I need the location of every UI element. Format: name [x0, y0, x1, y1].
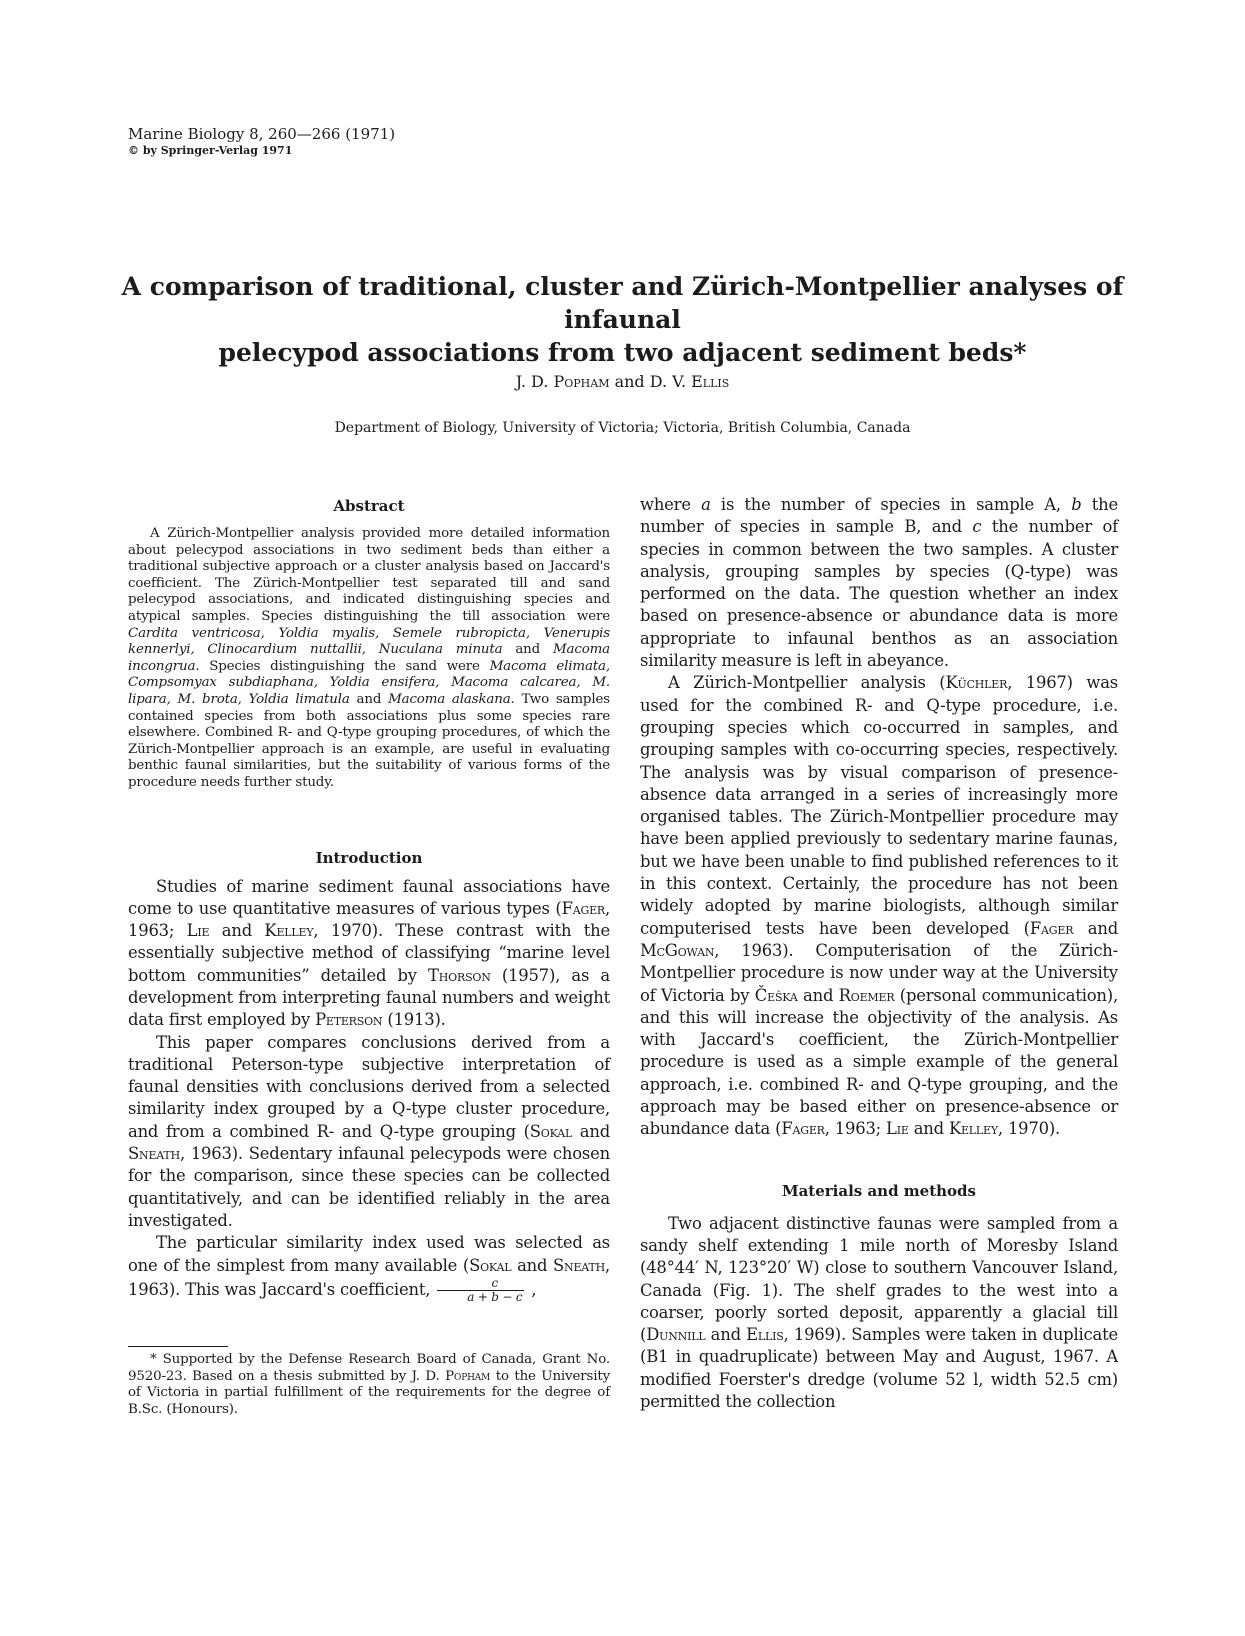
author-2-surname: Ellis: [691, 372, 730, 391]
author-line: [0, 372, 1245, 392]
right-column: [640, 494, 1118, 1413]
introduction-heading: Introduction: [315, 848, 423, 867]
intro-p1-text-e: (1957), as a development from interpreting faunal numbers and weight data first employed by: [128, 965, 611, 1030]
right-p2-text-e: and: [797, 985, 839, 1005]
journal-citation: Marine Biology 8, 260—266 (1971): [128, 125, 396, 143]
author-1-surname: Popham: [553, 372, 610, 391]
abstract-text-5: . Two samples contained species from both associations plus some species rare elsewhere. Combined R- and Q-type grouping procedures, of which the Zürich-Montpellier approach is an example, are useful in evaluating benthic faunal similarities, but the suitability of various forms of the procedure needs further study.: [128, 691, 610, 790]
copyright-line: © by Springer-Verlag 1971: [128, 144, 293, 157]
right-p2-text-b: , 1967) was used for the combined R- and Q-type procedure, i.e. grouping species which co-occurred in samples, and grouping samples with co-occurring species, respectively. The analysis was by visual comparison of presence-absence data arranged in a series of increasingly more organised tables. The Zürich-Montpellier procedure may have been applied previously to sedentary marine faunas, but we have been unable to find published references to it in this context. Certainly, the procedure has not been widely adopted by marine biologists, although similar computerised tests have been developed (: [640, 673, 1118, 938]
journal-header: [128, 124, 395, 158]
cite-fager: Fager: [561, 898, 605, 918]
abstract-text: [128, 526, 610, 792]
cite-kelley-2: Kelley: [948, 1119, 998, 1139]
var-b: b: [1071, 495, 1082, 514]
intro-p3-text-c: , 1963). This was Jaccard's coefficient,: [128, 1255, 610, 1299]
cite-sokal-2: Sokal: [469, 1255, 512, 1275]
footnote-text-b: to the University of Victoria in partial fulfillment of the requirements for the degree of B.Sc. (Honours).: [128, 1368, 610, 1417]
footnote: [128, 1352, 610, 1418]
title-line-1: A comparison of traditional, cluster and Zürich-Montpellier analyses of infaunal: [121, 272, 1124, 334]
till-species: Cardita ventricosa, Yoldia myalis, Semele rubropicta, Venerupis kennerlyi, Clinocardium nuttallii, Nuculana minuta: [128, 625, 610, 658]
intro-p3-text-d: ,: [526, 1279, 537, 1299]
abstract-text-4: and: [349, 691, 389, 707]
abstract-text-3: . Species distinguishing the sand were: [195, 658, 490, 674]
cite-thorson: Thorson: [428, 965, 491, 985]
left-column: [128, 496, 610, 1304]
introduction-section: [128, 848, 610, 1304]
cite-roemer: Roemer: [838, 985, 895, 1005]
cite-dunnill: Dunnill: [646, 1325, 706, 1345]
abstract-text-2: and: [502, 642, 553, 658]
intro-p3-text-b: and: [511, 1255, 554, 1275]
author-1-initials: J. D.: [515, 372, 554, 391]
right-p1-text-b: is the number of species in sample A,: [710, 495, 1072, 514]
cite-sneath-2: Sneath: [553, 1255, 605, 1275]
right-p2-text-d: , 1963). Computerisation of the Zürich-Montpellier procedure is now under way at the University of Victoria by: [640, 940, 1118, 1005]
cite-peterson: Peterson: [315, 1010, 383, 1030]
mat-p1-text-c: , 1969). Samples were taken in duplicate (B1 in quadruplicate) between May and August, 1967. A modified Foerster's dredge (volume 52 l, width 52.5 cm) permitted the collection: [640, 1325, 1118, 1411]
var-c: c: [972, 517, 982, 537]
right-p1-text-c: the number of species in sample B, and: [640, 495, 1118, 537]
abstract-section: [128, 496, 610, 792]
abstract-text-1: A Zürich-Montpellier analysis provided more detailed information about pelecypod associations in two sediment beds than either a traditional subjective approach or a cluster analysis based on Jaccard's coefficient. The Zürich-Montpellier test separated till and sand pelecypod associations, and indicated distinguishing species and atypical samples. Species distinguishing the till association were: [128, 526, 610, 624]
author-conjunction: and: [609, 372, 650, 391]
intro-paragraph-1: [128, 876, 610, 1032]
abstract-heading: Abstract: [333, 497, 405, 515]
title-line-2: pelecypod associations from two adjacent sediment beds*: [218, 338, 1027, 367]
intro-p2-text-b: and: [572, 1121, 611, 1141]
materials-paragraph-1: [640, 1213, 1118, 1414]
cite-ceska: Češka: [754, 985, 798, 1005]
intro-p3-text-a: The particular similarity index used was selected as one of the simplest from many available (: [128, 1233, 610, 1275]
cite-sneath: Sneath: [128, 1144, 180, 1164]
sand-species-last: Macoma alaskana: [388, 691, 511, 707]
cite-fager-3: Fager: [781, 1119, 825, 1139]
right-p2-text-a: A Zürich-Montpellier analysis (: [668, 673, 946, 693]
var-a: a: [701, 495, 711, 514]
right-p2-text-g: , 1963;: [824, 1119, 887, 1139]
footnote-popham: Popham: [445, 1368, 491, 1384]
right-p2-text-i: , 1970).: [997, 1119, 1061, 1139]
footnote-rule: [128, 1346, 228, 1347]
right-paragraph-2: [640, 672, 1118, 1140]
right-p2-text-h: and: [908, 1119, 949, 1139]
cite-fager-2: Fager: [1029, 918, 1074, 938]
right-p2-text-c: and: [1073, 918, 1118, 938]
materials-heading: Materials and methods: [781, 1181, 976, 1200]
intro-paragraph-3: [128, 1232, 610, 1304]
cite-lie-2: Lie: [886, 1119, 909, 1139]
fraction-numerator: c: [437, 1277, 524, 1291]
paper-title: [100, 270, 1145, 369]
intro-p2-text-a: This paper compares conclusions derived from a traditional Peterson-type subjective interpretation of faunal densities with conclusions derived from a selected similarity index grouped by a Q-type cluster procedure, and from a combined R- and Q-type grouping (: [128, 1032, 610, 1141]
footnote-text-a: * Supported by the Defense Research Board of Canada, Grant No. 9520-23. Based on a thesis submitted by J. D.: [128, 1352, 610, 1384]
intro-p1-text-a: Studies of marine sediment faunal associations have come to use quantitative measures of various types (: [128, 876, 610, 918]
intro-p1-text-d: , 1970). These contrast with the essentially subjective method of classifying “marine level bottom communities” detailed by: [128, 921, 610, 985]
intro-paragraph-2: [128, 1032, 610, 1233]
affiliation: Department of Biology, University of Victoria; Victoria, British Columbia, Canada: [334, 420, 911, 436]
jaccard-fraction: [437, 1277, 524, 1304]
right-p1-text-a: where: [640, 495, 702, 514]
right-p2-text-f: (personal communication), and this will increase the objectivity of the analysis. As with Jaccard's coefficient, the Zürich-Montpellier procedure is used as a simple example of the general approach, i.e. combined R- and Q-type grouping, and the approach may be based either on presence-absence or abundance data (: [640, 985, 1118, 1139]
intro-p1-text-b: , 1963;: [128, 898, 610, 941]
right-paragraph-1: [640, 494, 1118, 672]
cite-sokal: Sokal: [529, 1121, 573, 1141]
cite-kelley: Kelley: [264, 921, 314, 941]
cite-ellis: Ellis: [746, 1325, 784, 1345]
till-species-last: Macoma incongrua: [128, 642, 610, 674]
sand-species: Macoma elimata, Compsomyax subdiaphana, Yoldia ensifera, Macoma calcarea, M. lipara, M. brota, Yoldia limatula: [128, 658, 610, 707]
intro-p1-text-f: (1913).: [382, 1010, 446, 1030]
intro-p1-text-c: and: [209, 921, 265, 941]
mat-p1-text-a: Two adjacent distinctive faunas were sampled from a sandy shelf extending 1 mile north of Moresby Island (48°44′ N, 123°20′ W) close to southern Vancouver Island, Canada (Fig. 1). The shelf grades to the west into a coarser, poorly sorted deposit, apparently a glacial till (: [640, 1213, 1118, 1345]
cite-lie: Lie: [186, 921, 210, 941]
author-2-initials: D. V.: [649, 372, 692, 391]
mat-p1-text-b: and: [705, 1325, 747, 1345]
fraction-denominator: a + b − c: [467, 1289, 523, 1304]
cite-mcgowan: McGowan: [640, 940, 715, 960]
cite-kuchler: Küchler: [945, 673, 1008, 693]
intro-p2-text-c: , 1963). Sedentary infaunal pelecypods were chosen for the comparison, since these species can be collected quantitatively, and can be identified reliably in the area investigated.: [128, 1144, 610, 1230]
right-p1-text-d: the number of species in common between the two samples. A cluster analysis, grouping samples by species (Q-type) was performed on the data. The question whether an index based on presence-absence or abundance data is more appropriate to infaunal benthos as an association similarity measure is left in abeyance.: [640, 517, 1119, 671]
